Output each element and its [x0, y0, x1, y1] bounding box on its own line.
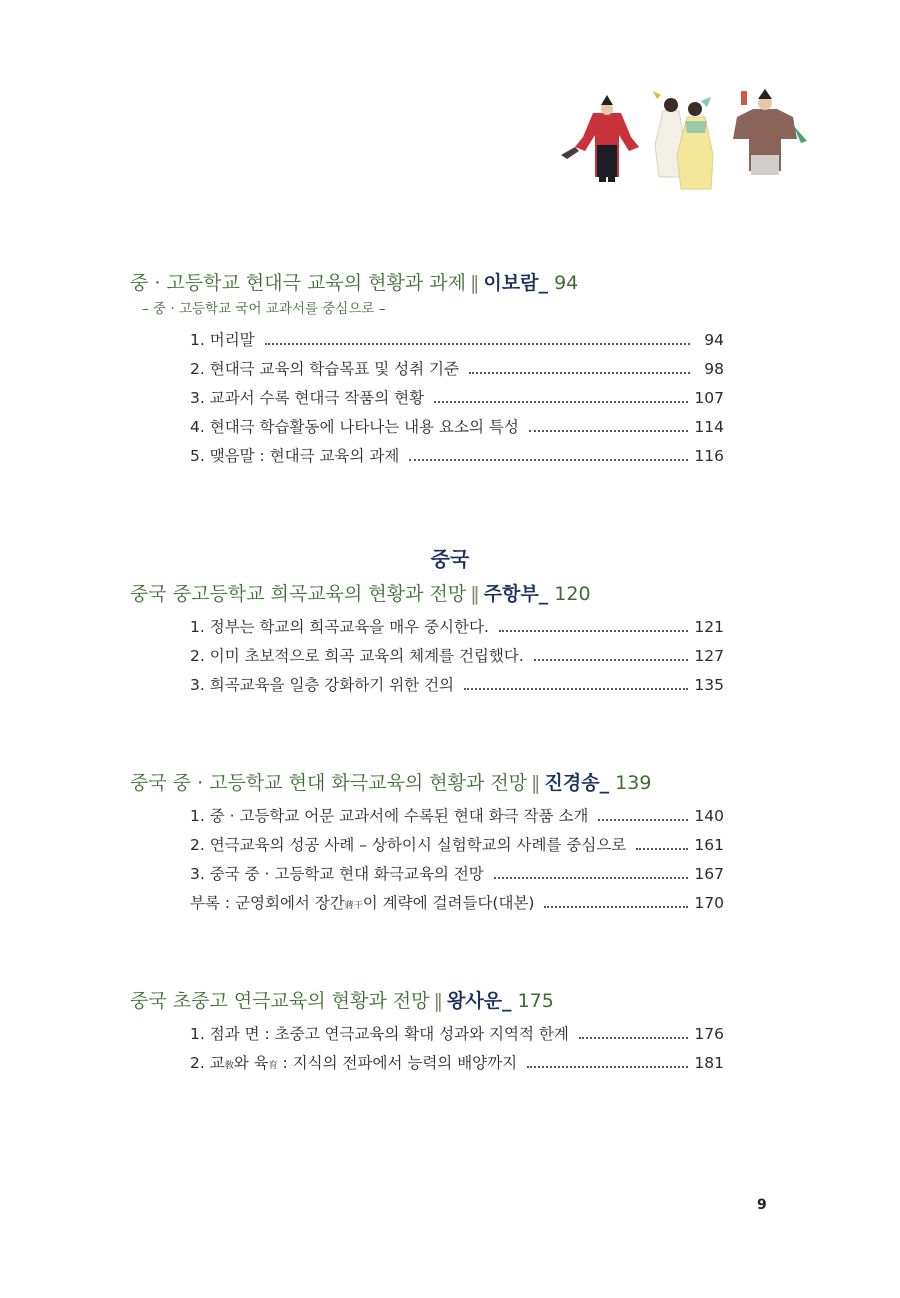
leader-dots	[527, 1065, 688, 1068]
toc-entry[interactable]: 3. 교과서 수록 현대극 작품의 현황 107	[190, 389, 724, 407]
toc-entries	[130, 613, 730, 700]
article-4	[130, 988, 730, 1078]
article-subtitle: – 중 · 고등학교 국어 교과서를 중심으로 –	[142, 301, 386, 317]
title-separator: ‖	[470, 583, 480, 605]
article-page: 175	[517, 990, 554, 1012]
title-separator: ‖	[469, 272, 480, 294]
article-author: 이보람_	[483, 272, 549, 294]
leader-dots	[265, 342, 690, 345]
leader-dots	[636, 847, 688, 850]
article-1	[130, 270, 730, 471]
hanja-annotation: 育	[268, 1061, 278, 1071]
article-title[interactable]	[130, 770, 730, 796]
article-page: 120	[554, 583, 591, 605]
page-number: 9	[757, 1197, 767, 1213]
leader-dots	[534, 658, 689, 661]
toc-entry[interactable]: 2. 교敎와 육育 : 지식의 전파에서 능력의 배양까지 181	[190, 1054, 724, 1072]
leader-dots	[499, 629, 689, 632]
dancer-brown-robe	[733, 89, 807, 175]
hanja-annotation: 蔣干	[344, 901, 363, 911]
section-heading: 중국	[430, 547, 470, 571]
dancer-red-robe	[561, 95, 639, 182]
article-title[interactable]	[130, 581, 730, 607]
leader-dots	[494, 876, 689, 879]
title-separator: ‖	[531, 772, 541, 794]
article-page: 94	[554, 272, 579, 294]
article-title-text: 중국 중고등학교 희곡교육의 현황과 전망	[130, 583, 467, 605]
toc-entries	[130, 1020, 730, 1078]
leader-dots	[579, 1036, 689, 1039]
title-separator: ‖	[433, 990, 443, 1012]
toc-entry[interactable]: 5. 맺음말 : 현대극 교육의 과제 116	[190, 447, 724, 465]
leader-dots	[434, 400, 688, 403]
article-author: 진경송_	[544, 772, 610, 794]
toc-entry[interactable]: 2. 이미 초보적으로 희곡 교육의 체계를 건립했다. 127	[190, 647, 724, 665]
toc-entry[interactable]: 3. 희곡교육을 일층 강화하기 위한 건의 135	[190, 676, 724, 694]
leader-dots	[598, 818, 688, 821]
dancers-illustration	[545, 85, 825, 200]
toc-entry[interactable]: 1. 정부는 학교의 희곡교육을 매우 중시한다. 121	[190, 618, 724, 636]
toc-entry[interactable]: 1. 점과 면 : 초중고 연극교육의 확대 성과와 지역적 한계 176	[190, 1025, 724, 1043]
article-3	[130, 770, 730, 918]
article-title-text: 중국 초중고 연극교육의 현황과 전망	[130, 990, 430, 1012]
toc-entry[interactable]: 4. 현대극 학습활동에 나타나는 내용 요소의 특성 114	[190, 418, 724, 436]
hanja-annotation: 敎	[224, 1061, 234, 1071]
toc-entry[interactable]: 2. 현대극 교육의 학습목표 및 성취 기준 98	[190, 360, 724, 378]
leader-dots	[544, 905, 688, 908]
article-page: 139	[615, 772, 652, 794]
dancer-yellow-robe	[677, 97, 713, 189]
toc-entry[interactable]: 1. 중 · 고등학교 어문 교과서에 수록된 현대 화극 작품 소개 140	[190, 807, 724, 825]
article-title-text: 중 · 고등학교 현대극 교육의 현황과 과제	[130, 272, 466, 294]
leader-dots	[529, 429, 689, 432]
toc-entry-appendix[interactable]: 부록 : 군영회에서 장간蔣干이 계략에 걸려들다(대본) 170	[190, 894, 724, 912]
leader-dots	[469, 371, 690, 374]
article-2	[130, 581, 730, 700]
article-title[interactable]	[130, 270, 730, 296]
toc-entries	[130, 802, 730, 918]
article-author: 왕사운_	[446, 990, 512, 1012]
toc-entries	[130, 326, 730, 471]
toc-entry[interactable]: 3. 중국 중 · 고등학교 현대 화극교육의 전망 167	[190, 865, 724, 883]
article-author: 주항부_	[483, 583, 549, 605]
leader-dots	[464, 687, 688, 690]
article-title-text: 중국 중 · 고등학교 현대 화극교육의 현황과 전망	[130, 772, 528, 794]
article-title[interactable]	[130, 988, 730, 1014]
toc-entry[interactable]: 2. 연극교육의 성공 사례 – 상하이시 실험학교의 사례를 중심으로 161	[190, 836, 724, 854]
leader-dots	[409, 458, 688, 461]
toc-entry[interactable]: 1. 머리말 94	[190, 331, 724, 349]
